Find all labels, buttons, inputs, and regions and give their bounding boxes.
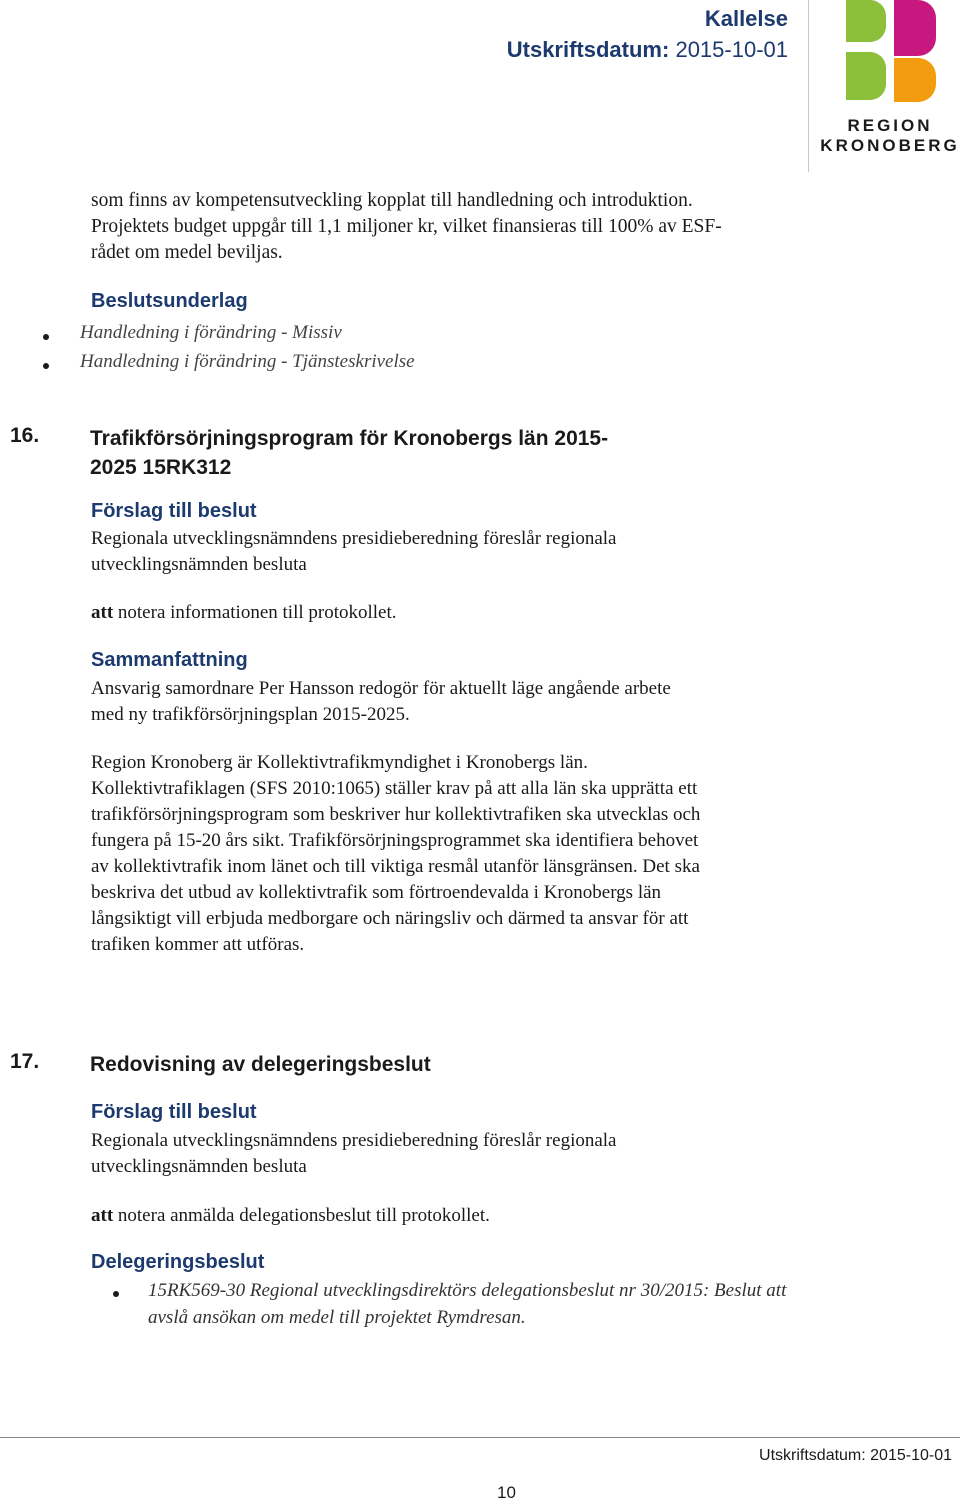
forslag-text-line-2: utvecklingsnämnden besluta: [91, 554, 307, 575]
delegeringsbeslut-heading: Delegeringsbeslut: [91, 1251, 265, 1273]
attachment-link[interactable]: Handledning i förändring - Tjänsteskrivelse: [80, 351, 415, 372]
document-type-title: Kallelse: [704, 6, 788, 31]
intro-line-2: Projektets budget uppgår till 1,1 miljoner kr, vilket finansieras till 100% av ESF-: [91, 216, 722, 237]
footer-divider: [0, 1437, 960, 1438]
forslag-heading: Förslag till beslut: [91, 500, 257, 522]
bullet-icon: [43, 363, 49, 369]
summary-line: långsiktigt vill erbjuda medborgare och näringsliv och därmed ta ansvar för att: [91, 908, 689, 929]
beslutsunderlag-heading: Beslutsunderlag: [91, 290, 248, 312]
agenda-item-title: Redovisning av delegeringsbeslut: [90, 1053, 431, 1076]
summary-line: trafikförsörjningsprogram som beskriver hur kollektivtrafiken ska utvecklas och: [91, 804, 701, 825]
header-divider: [808, 0, 809, 172]
delegation-decision-line: 15RK569-30 Regional utvecklingsdirektörs delegationsbeslut nr 30/2015: Beslut att: [148, 1280, 787, 1301]
summary-line: Region Kronoberg är Kollektivtrafikmyndighet i Kronobergs län.: [91, 752, 588, 773]
forslag-text-line-2: utvecklingsnämnden besluta: [91, 1156, 307, 1177]
intro-line-1: som finns av kompetensutveckling kopplat till handledning och introduktion.: [91, 190, 693, 211]
delegation-decision-line: avslå ansökan om medel till projektet Rymdresan.: [148, 1307, 526, 1328]
agenda-item-title: Trafikförsörjningsprogram för Kronobergs län 2015-: [90, 427, 609, 450]
summary-line: av kollektivtrafik inom länet och till viktiga resmål utanför länsgränsen. Det ska: [91, 856, 700, 877]
forslag-text-line-1: Regionala utvecklingsnämndens presidieberedning föreslår regionala: [91, 528, 617, 549]
agenda-item-number: 16.: [10, 424, 40, 447]
forslag-text-line-1: Regionala utvecklingsnämndens presidieberedning föreslår regionala: [91, 1130, 617, 1151]
summary-line: beskriva det utbud av kollektivtrafik som förtroendevalda i Kronobergs län: [91, 882, 662, 903]
print-date-footer: Utskriftsdatum: 2015-10-01: [759, 1447, 952, 1464]
attachment-link[interactable]: Handledning i förändring - Missiv: [80, 322, 342, 343]
sammanfattning-heading: Sammanfattning: [91, 649, 248, 671]
decision-text: att notera anmälda delegationsbeslut till protokollet.: [91, 1205, 490, 1226]
summary-line: Kollektivtrafiklagen (SFS 2010:1065) ställer krav på att alla län ska upprätta ett: [91, 778, 698, 799]
agenda-item-number: 17.: [10, 1050, 40, 1073]
intro-line-3: rådet om medel beviljas.: [91, 242, 283, 263]
summary-line: fungera på 15-20 års sikt. Trafikförsörjningsprogrammet ska identifiera behovet: [91, 830, 699, 851]
agenda-item-title-cont: 2025 15RK312: [90, 456, 232, 479]
forslag-heading: Förslag till beslut: [91, 1101, 257, 1123]
print-date-header: Utskriftsdatum: 2015-10-01: [506, 37, 788, 62]
page-number: 10: [497, 1483, 516, 1502]
summary-line: trafiken kommer att utföras.: [91, 934, 305, 955]
summary-line: Ansvarig samordnare Per Hansson redogör för aktuellt läge angående arbete: [91, 678, 671, 699]
decision-text: att notera informationen till protokollet.: [91, 602, 397, 623]
bullet-icon: [113, 1291, 119, 1297]
logo-wordmark: REGION KRONOBERG: [820, 116, 960, 155]
bullet-icon: [43, 334, 49, 340]
region-kronoberg-logo-icon: [846, 0, 936, 102]
summary-line: med ny trafikförsörjningsplan 2015-2025.: [91, 704, 410, 725]
